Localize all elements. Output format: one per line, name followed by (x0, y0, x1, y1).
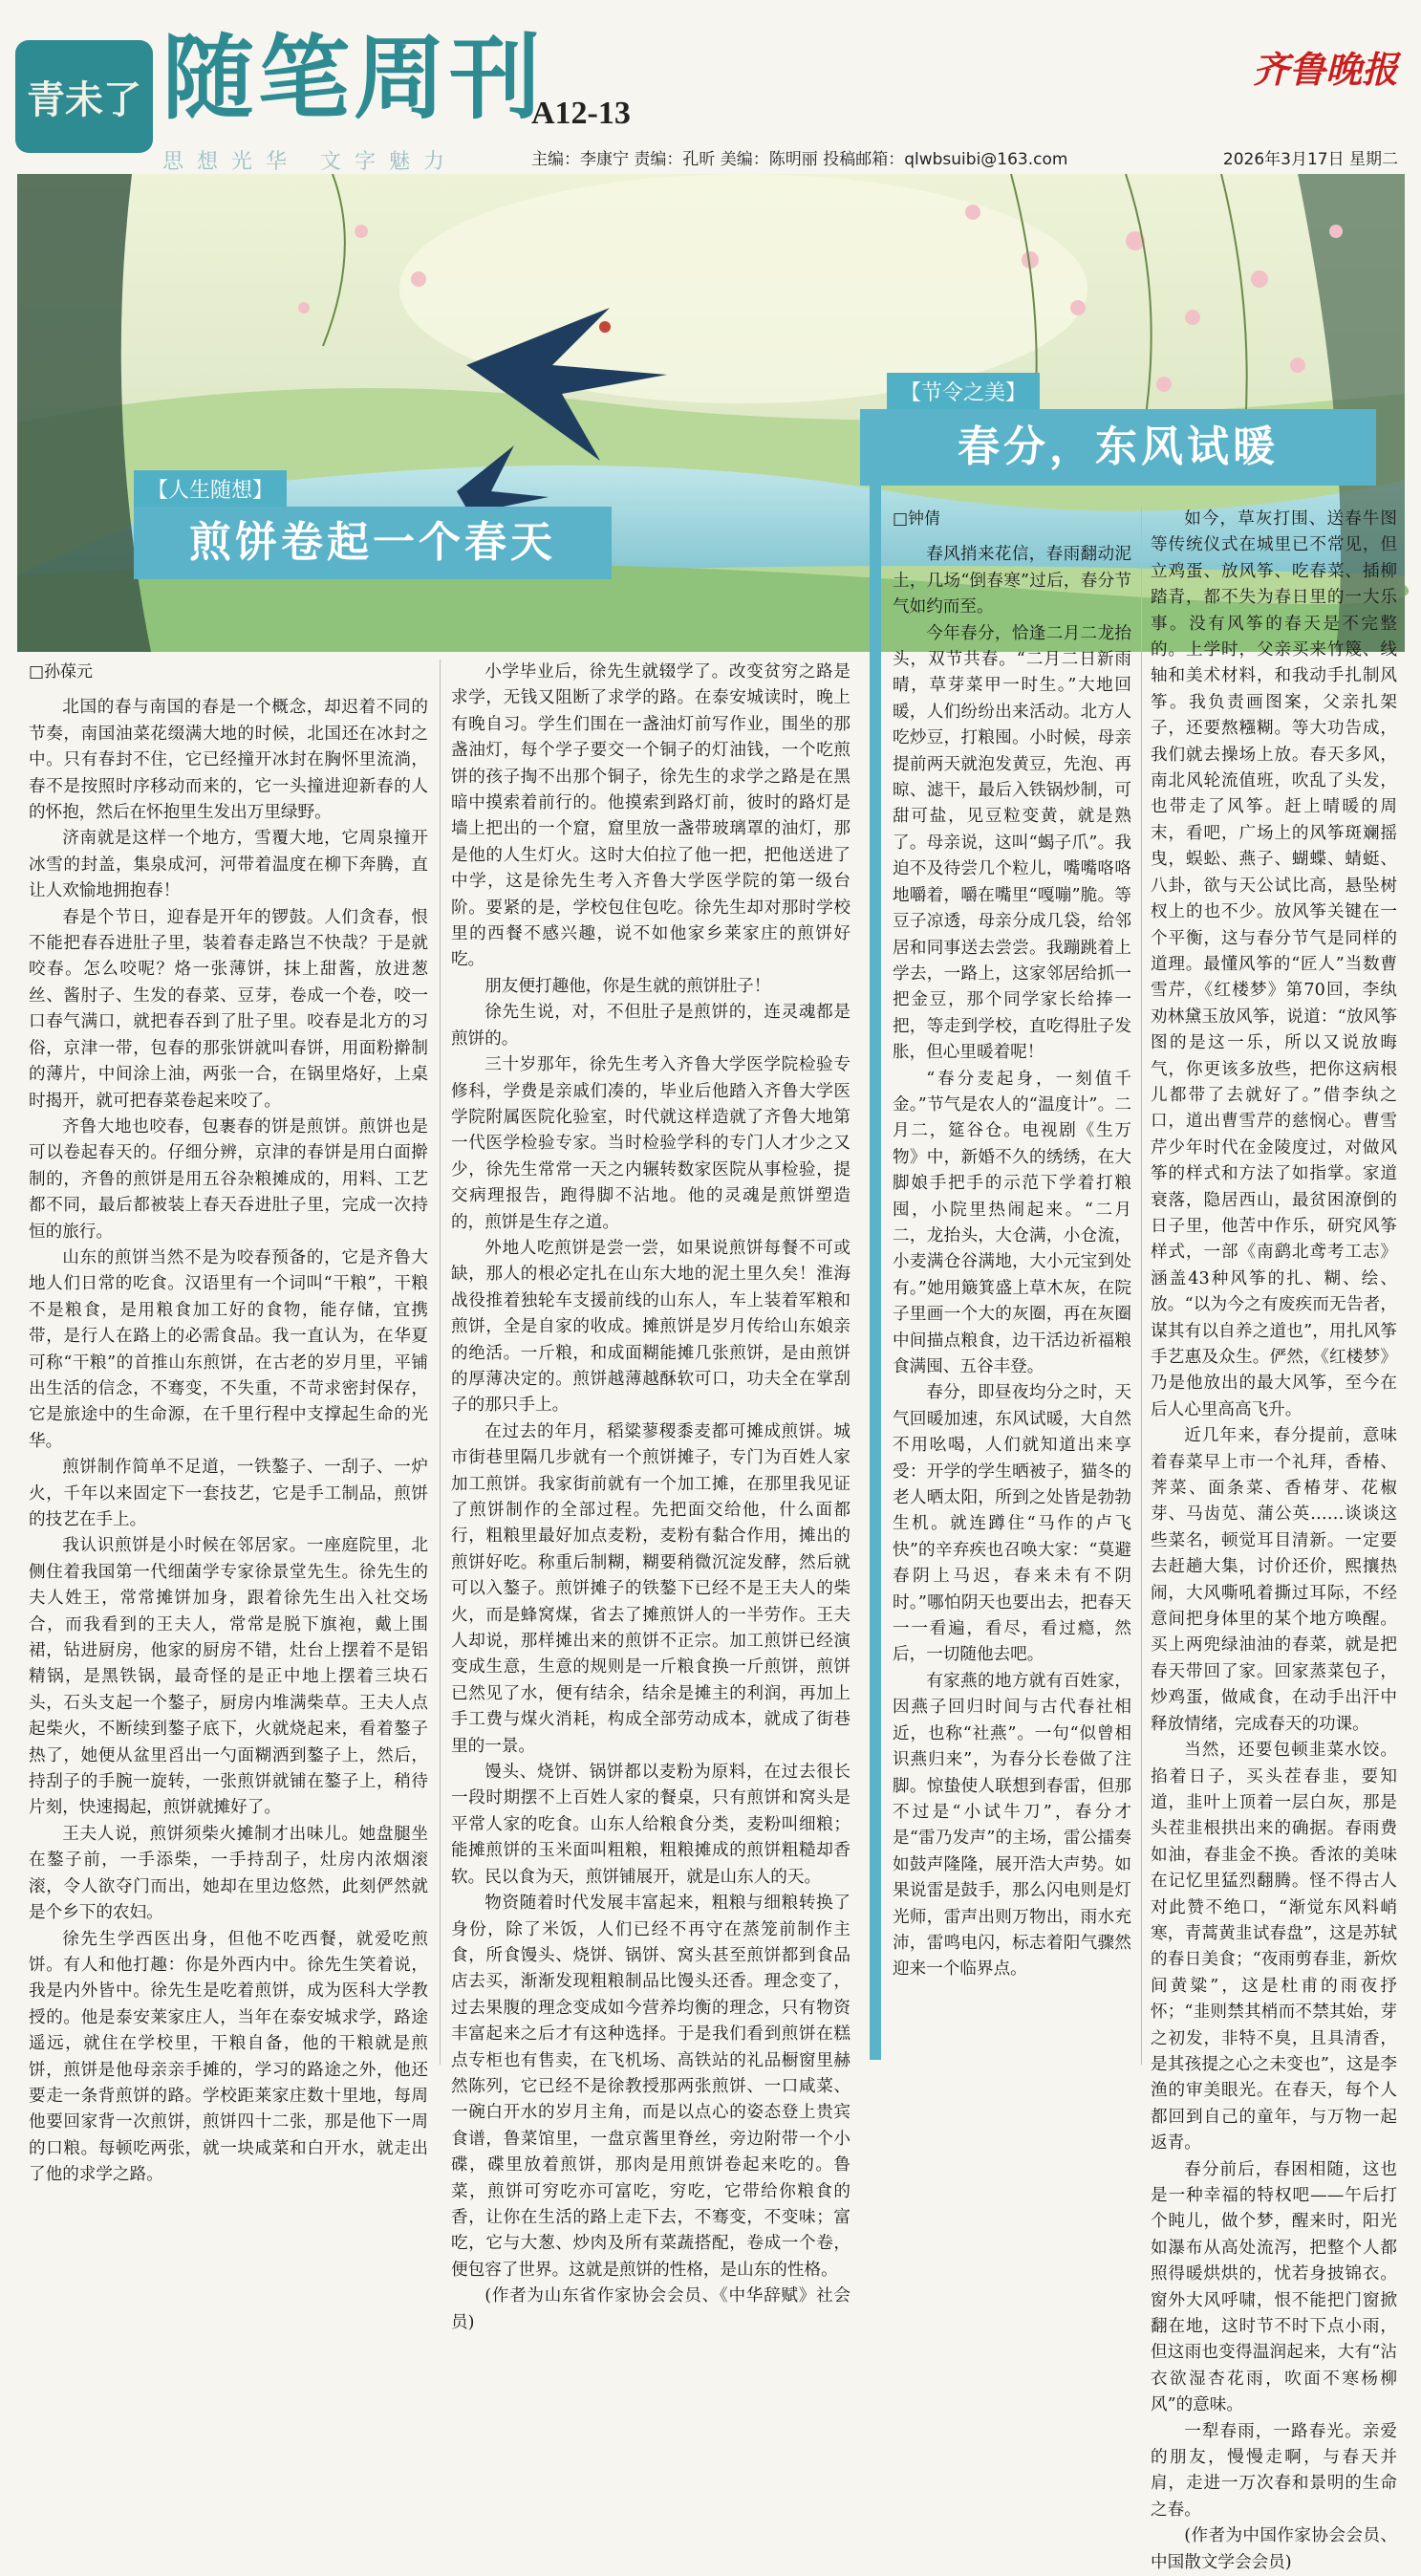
article2-paragraph: 春分前后，春困相随，这也是一种幸福的特权吧——午后打个盹儿，做个梦，醒来时，阳光如瀑布从高处流泻，把整个人都照得暖烘烘的，忧若身披锦衣。窗外大风呼啸，恨不能把门窗掀翻在地，这时节不时下点小雨，但这雨也变得温润起来，大有“沾衣欲湿杏花雨，吹面不寒杨柳风”的意味。 (1151, 2159, 1397, 2415)
article2-paragraph: 有家燕的地方就有百姓家，因燕子回归时间与古代春社相近，也称“社燕”。一句“似曾相识燕归来”，为春分长卷做了注脚。惊蛰使人联想到春雷，但那不过是“小试牛刀”，春分才是“雷乃发声”的主场，雷公擂奏如鼓声隆隆，展开浩大声势。如果说雷是鼓手，那么闪电则是灯光师，雷声出则万物出，雨水充沛，雷鸣电闪，标志着阳气骤然迎来一个临界点。 (893, 1671, 1131, 1980)
article1-paragraph: 外地人吃煎饼是尝一尝，如果说煎饼每餐不可或缺，那人的根必定扎在山东大地的泥土里久矣！淮海战役推着独轮车支援前线的山东人，车上装着军粮和煎饼，全是自家的收成。摊煎饼是岁月传给山东娘亲的绝活。一斤粮，和成面糊能摊几张煎饼，是由煎饼的厚薄决定的。煎饼越薄越酥软可口，功夫全在掌刮子的那只手上。 (451, 1238, 850, 1416)
article2-paragraph: 今年春分，恰逢二月二龙抬头，双节共春。“二月二日新雨晴，草芽菜甲一时生。”大地回暖，人们纷纷出来活动。北方人吃炒豆，打粮囤。小时候，母亲提前两天就泡发黄豆，先泡、再晾、滤干，最后入铁锅炒制，可甜可盐，见豆粒变黄，就是熟了。母亲说，这叫“蝎子爪”。我迫不及待尝几个粒儿，嘴嘴咯咯地嚼着，嚼在嘴里“嘎嘣”脆。等豆子凉透，母亲分成几袋，给邻居和同事送去尝尝。我蹦跳着上学去，一路上，这家邻居给抓一把金豆，那个同学家长给捧一把，等走到学校，直吃得肚子发胀，但心里暖着呢！ (893, 623, 1131, 1063)
article1-author: □孙葆元 (29, 662, 94, 682)
article1-paragraph: 齐鲁大地也咬春，包裹春的饼是煎饼。煎饼也是可以卷起春天的。仔细分辨，京津的春饼是用白面擀制的，齐鲁的煎饼是用五谷杂粮摊成的，用料、工艺都不同，最后都被装上春天吞进肚子里，完成一次持恒的旅行。 (29, 1116, 428, 1242)
slogan: 思想光华 文字魅力 (162, 150, 458, 174)
newspaper-logo: 齐鲁晚报 (1252, 48, 1398, 91)
article2-title: 春分，东风试暖 (860, 409, 1376, 486)
column-divider (440, 660, 441, 2065)
article1-paragraph: 徐先生学西医出身，但他不吃西餐，就爱吃煎饼。有人和他打趣：你是外西内中。徐先生笑着说，我是内外皆中。徐先生是吃着煎饼，成为医科大学教授的。他是泰安莱家庄人，当年在泰安城求学，路途遥远，就住在学校里，干粮自备，他的干粮就是煎饼，煎饼是他母亲亲手摊的，学习的路途之外，他还要走一条背煎饼的路。学校距莱家庄数十里地，每周他要回家背一次煎饼，煎饼四十二张，那是他下一周的口粮。每顿吃两张，就一块咸菜和白开水，就走出了他的求学之路。 (29, 1929, 428, 2185)
article1-column-2 (451, 660, 850, 2332)
article2-paragraph: 一犁春雨，一路春光。亲爱的朋友，慢慢走啊，与春天并肩，走进一万次春和景明的生命之春。 (1151, 2421, 1397, 2520)
article1-paragraph: 北国的春与南国的春是一个概念，却迟着不同的节奏，南国油菜花缀满大地的时候，北国还在冰封之中。只有春封不住，它已经撞开冰封在胸怀里流淌，春不是按照时序移动而来的，它一头撞进迎新春的人的怀抱，然后在怀抱里生发出万里绿野。 (29, 698, 428, 823)
article1-paragraph: 我认识煎饼是小时候在邻居家。一座庭院里，北侧住着我国第一代细菌学专家徐景堂先生。徐先生的夫人姓王，常常摊饼加身，跟着徐先生出入社交场合，而我看到的王夫人，常常是脱下旗袍，戴上围裙，钻进厨房，他家的厨房不错，灶台上摆着不是铝精锅，是黑铁锅，最奇怪的是正中地上摆着三块石头，石头支起一个鏊子，厨房内堆满柴草。王夫人点起柴火，不断续到鏊子底下，火就烧起来，看着鏊子热了，她便从盆里舀出一勺面糊洒到鏊子上，然后，持刮子的手腕一旋转，一张煎饼就铺在鏊子上，稍待片刻，快速揭起，煎饼就摊好了。 (29, 1536, 428, 1818)
masthead (0, 0, 1421, 172)
article1-paragraph: 徐先生说，对，不但肚子是煎饼的，连灵魂都是煎饼的。 (451, 1003, 850, 1049)
article2-paragraph: 春风捎来花信，春雨翻动泥土，几场“倒春寒”过后，春分节气如约而至。 (893, 545, 1131, 617)
article2-paragraph: 如今，草灰打围、送春牛图等传统仪式在城里已不常见，但立鸡蛋、放风筝、吃春菜、插柳踏青，都不失为春日里的一大乐事。没有风筝的春天是不完整的。上学时，父亲买来竹篾、线轴和美术材料，和我动手扎制风筝。我负责画图案，父亲扎架子，还要熬糨糊。等大功告成，我们就去操场上放。春天多风，南北风轮流值班，吹乱了头发，也带走了风筝。赶上晴暖的周末，看吧，广场上的风筝斑斓摇曳，蜈蚣、燕子、蝴蝶、蜻蜓、八卦，欲与天公试比高，悬坠树杈上的也不少。放风筝关键在一个平衡，这与春分节气是同样的道理。最懂风筝的“匠人”当数曹雪芹，《红楼梦》第70回，李纨劝林黛玉放风筝，说道：“放风筝图的是这一乐，所以又说放晦气，你更该多放些，把你这病根儿都带了去就好了。”借李纨之口，道出曹雪芹的慈悯心。曹雪芹少年时代在金陵度过，对做风筝的样式和方法了如指掌。家道衰落，隐居西山，最贫困潦倒的日子里，他苦中作乐，研究风筝样式，一部《南鹞北鸢考工志》涵盖43种风筝的扎、糊、绘、放。“以为今之有废疾而无告者，谋其有以自养之道也”，用扎风筝手艺惠及众生。俨然，《红楼梦》乃是他放出的最大风筝，至今在后人心里高高飞升。 (1151, 509, 1397, 1419)
article1-paragraph: 物资随着时代发展丰富起来，粗粮与细粮转换了身份，除了米饭，人们已经不再守在蒸笼前制作主食，所食馒头、烧饼、锅饼、窝头甚至煎饼都到食品店去买，渐渐发现粗粮制品比馒头还香。理念变了，过去果腹的理念变成如今营养均衡的理念，只有物资丰富起来之后才有这种选择。于是我们看到煎饼在糕点专柜也有售卖，在飞机场、高铁站的礼品橱窗里赫然陈列，它已经不是徐教授那两张煎饼、一口咸菜、一碗白开水的岁月主角，而是以点心的姿态登上贵宾食谱，鲁菜馆里，一盘京酱里脊丝，旁边附带一个小碟，碟里放着煎饼，那肉是用煎饼卷起来吃的。鲁菜，煎饼可穷吃亦可富吃，穷吃，它带给你粮食的香，让你在生活的路上走下去，不骞变，不变味；富吃，它与大葱、炒肉及所有菜蔬搭配，卷成一个卷，便包容了世界。这就是煎饼的性格，是山东的性格。 (451, 1894, 850, 2280)
article2-author: □钟倩 (893, 509, 941, 529)
article2-paragraph: “春分麦起身，一刻值千金。”节气是农人的“温度计”。二月二，筵谷仓。电视剧《生万物》中，新婚不久的绣绣，在大脚娘手把手的示范下学着打粮囤，小院里热闹起来。“二月二，龙抬头，大仓满，小仓流，小麦满仓谷满地，大小元宝到处有。”她用簸箕盛上草木灰，在院子里画一个大的灰圈，再在灰圈中间描点粮食，边干活边祈福粮食满囤、五谷丰登。 (893, 1069, 1131, 1376)
issue-date: 2026年3月17日 星期二 (1222, 150, 1398, 169)
article1-paragraph: 山东的煎饼当然不是为咬春预备的，它是齐鲁大地人们日常的吃食。汉语里有一个词叫“干粮”，干粮不是粮食，是用粮食加工好的食物，能存储，宜携带，是行人在路上的必需食品。我一直认为，在华夏可称“干粮”的首推山东煎饼，在古老的岁月里，平铺出生活的信念，不骞变，不失重，不苛求密封保存，它是旅途中的生命源，在千里行程中支撑起生命的光华。 (29, 1247, 428, 1451)
section-tag-seasons: 【节令之美】 (887, 373, 1040, 410)
article1-paragraph: 在过去的年月，稻粱蓼稷黍麦都可摊成煎饼。城市街巷里隔几步就有一个煎饼摊子，专门为百姓人家加工煎饼。我家街前就有一个加工摊，在那里我见证了煎饼制作的全部过程。先把面交给他，什么面都行，粗粮里最好加点麦粉，麦粉有黏合作用，摊出的煎饼好吃。称重后制糊，糊要稍微沉淀发酵，然后就可以入鏊子。煎饼摊子的铁鏊下已经不是王夫人的柴火，而是蜂窝煤，省去了摊煎饼人的一半劳作。王夫人却说，那样摊出来的煎饼不正宗。加工煎饼已经演变成生意，生意的规则是一斤粮食换一斤煎饼，煎饼已然见了水，便有结余，结余是摊主的利润，再加上手工费与煤火消耗，构成全部劳动成本，就成了街巷里的一景。 (451, 1421, 850, 1756)
article2-frame-bar (870, 483, 881, 2060)
article2-author-note: (作者为中国作家协会会员、中国散文学会会员) (1151, 2526, 1397, 2572)
article2-column-2 (1151, 507, 1397, 2572)
article1-paragraph: 春是个节日，迎春是开年的锣鼓。人们贪春，恨不能把春吞进肚子里，装着春走路岂不快哉？于是就咬春。怎么咬呢？烙一张薄饼，抹上甜酱，放进葱丝、酱肘子、生发的春菜、豆芽，卷成一个卷，咬一口春气满口，就把春吞到了肚子里。咬春是北方的习俗，京津一带，包春的那张饼就叫春饼，用面粉擀制的薄片，中间涂上油，两张一合，在锅里烙好，上桌时揭开，就可把春菜卷起来咬了。 (29, 907, 428, 1111)
article2-column-1 (893, 507, 1131, 2065)
article1-title: 煎饼卷起一个春天 (134, 507, 612, 579)
column-logo-text: 青未了 (27, 76, 141, 122)
article1-author-note: (作者为山东省作家协会会员、《中华辞赋》社会员) (451, 2286, 850, 2332)
article2-paragraph: 当然，还要包顿韭菜水饺。掐着日子，买头茬春韭，要知道，韭叶上顶着一层白灰，那是头茬韭根拱出来的确据。春雨费如油，春韭金不换。香浓的美味在记忆里猛烈翻腾。怪不得古人对此赞不绝口，“渐觉东风料峭寒，青蒿黄韭试春盘”，这是苏轼的春日美食；“夜雨剪春韭，新炊间黄粱”，这是杜甫的雨夜抒怀；“韭则禁其梢而不禁其始，芽之初发，非特不臭，且具清香，是其孩提之心之未变也”，这是李渔的审美眼光。在春天，每个人都回到自己的童年，与万物一起返青。 (1151, 1741, 1397, 2154)
editor-credits: 主编：李康宁 责编：孔昕 美编：陈明丽 投稿邮箱：qlwbsuibi@163.com (531, 150, 1068, 169)
article1-paragraph: 煎饼制作简单不足道，一铁鏊子、一刮子、一炉火，千年以来固定下一套技艺，它是手工制品，煎饼的技艺在手上。 (29, 1458, 428, 1529)
article1-column-1 (29, 660, 428, 2185)
article1-paragraph: 小学毕业后，徐先生就辍学了。改变贫穷之路是求学，无钱又阻断了求学的路。在泰安城读时，晚上有晚自习。学生们围在一盏油灯前写作业，围坐的那盏油灯，每个学子要交一个铜子的灯油钱，一个吃煎饼的孩子掏不出那个铜子，徐先生的求学之路是在黑暗中摸索着前行的。他摸索到路灯前，彼时的路灯是墙上把出的一个窟，窟里放一盏带玻璃罩的油灯，那是他的人生灯火。这时大伯拉了他一把，把他送进了中学，这是徐先生考入齐鲁大学医学院的第一级台阶。要紧的是，学校包住包吃。徐先生却对那时学校里的西餐不感兴趣，说不如他家乡莱家庄的煎饼好吃。 (451, 662, 850, 970)
column-logo (15, 40, 153, 153)
page-title: 随笔周刊 (162, 24, 545, 132)
article2-paragraph: 近几年来，春分提前，意味着春菜早上市一个礼拜，香椿、荠菜、面条菜、香椿芽、花椒芽、马齿苋、蒲公英……谈谈这些菜名，顿觉耳目清新。一定要去赶趟大集，讨价还价，熙攘热闹，大风嘶吼着撕过耳际，不经意间把身体里的某个地方唤醒。买上两兜绿油油的春菜，就是把春天带回了家。回家蒸菜包子，炒鸡蛋，做咸食，在动手出汗中释放情绪，完成春天的功课。 (1151, 1426, 1397, 1734)
column-divider (1141, 507, 1142, 2065)
article1-paragraph: 朋友便打趣他，你是生就的煎饼肚子！ (484, 976, 771, 996)
article1-paragraph: 馒头、烧饼、锅饼都以麦粉为原料，在过去很长一段时期摆不上百姓人家的餐桌，只有煎饼和窝头是平常人家的吃食。山东人给粮食分类，麦粉叫细粮；能摊煎饼的玉米面叫粗粮，粗粮摊成的煎饼粗糙却香软。民以食为天，煎饼铺展开，就是山东人的天。 (451, 1763, 850, 1887)
page-number: A12-13 (531, 96, 631, 131)
article1-paragraph: 济南就是这样一个地方，雪覆大地，它周泉撞开冰雪的封盖，集泉成河，河带着温度在柳下奔腾，直让人欢愉地拥抱春！ (29, 829, 428, 901)
section-tag-life: 【人生随想】 (134, 470, 287, 508)
article2-paragraph: 春分，即昼夜均分之时，天气回暖加速，东风试暖，大自然不用吆喝，人们就知道出来享受：开学的学生晒被子，猫冬的老人晒太阳，所到之处皆是勃勃生机。就连蹲住“马作的卢飞快”的辛弃疾也召唤大家：“莫避春阴上马迟，春来未有不阴时。”哪怕阴天也要出去，把春天一一看遍，看尽，看过瘾，然后，一切随他去吧。 (893, 1383, 1131, 1665)
article1-paragraph: 三十岁那年，徐先生考入齐鲁大学医学院检验专修科，学费是亲戚们凑的，毕业后他踏入齐鲁大学医学院附属医院化验室，时代就这样造就了齐鲁大地第一代医学检验专家。当时检验学科的专门人才少之又少，徐先生常常一天之内辗转数家医院从事检验，提交病理报告，跑得脚不沾地。他的灵魂是煎饼塑造的，煎饼是生存之道。 (451, 1055, 850, 1232)
article1-paragraph: 王夫人说，煎饼须柴火摊制才出味儿。她盘腿坐在鏊子前，一手添柴，一手持刮子，灶房内浓烟滚滚，令人欲夺门而出，她却在里边悠然，此刻俨然就是个乡下的农妇。 (29, 1824, 428, 1923)
